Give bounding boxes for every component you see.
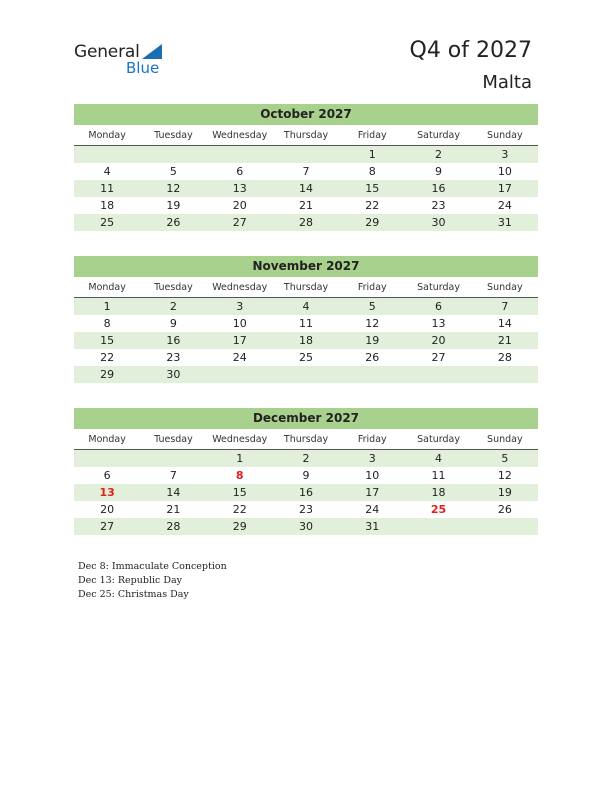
day-cell: 24 — [232, 351, 247, 364]
week-row — [74, 298, 538, 315]
week-row — [74, 146, 538, 163]
holiday-day-cell: 13 — [99, 486, 115, 499]
day-cell: 7 — [169, 469, 177, 482]
day-cell: 17 — [232, 334, 247, 347]
month-header: November 2027 — [74, 256, 538, 277]
day-cell: 28 — [497, 351, 512, 364]
logo-text-general: General — [74, 42, 140, 62]
weekday-label: Wednesday — [212, 130, 268, 141]
month-header: December 2027 — [74, 408, 538, 429]
weekday-label: Tuesday — [154, 130, 193, 141]
weekday-label: Friday — [357, 282, 387, 293]
day-cell: 2 — [435, 148, 443, 161]
week-row — [74, 467, 538, 484]
day-cell: 17 — [365, 486, 380, 499]
week-row — [74, 501, 538, 518]
day-cell: 23 — [431, 199, 446, 212]
day-cell: 28 — [298, 216, 313, 229]
month-header: October 2027 — [74, 104, 538, 125]
weekday-label: Thursday — [283, 130, 329, 141]
day-cell: 4 — [435, 452, 443, 465]
day-cell: 16 — [298, 486, 313, 499]
day-cell: 23 — [166, 351, 181, 364]
weekday-label: Saturday — [417, 434, 460, 445]
weekday-label: Friday — [357, 434, 387, 445]
day-cell: 16 — [166, 334, 181, 347]
day-cell: 22 — [232, 503, 247, 516]
day-cell: 31 — [497, 216, 512, 229]
weekday-header-row — [74, 431, 538, 450]
day-cell: 18 — [100, 199, 115, 212]
day-cell: 21 — [298, 199, 313, 212]
day-cell: 5 — [501, 452, 509, 465]
weekday-label: Monday — [88, 282, 126, 293]
holiday-day-cell: 25 — [430, 503, 447, 516]
holiday-day-cell: 8 — [235, 469, 244, 482]
day-cell: 12 — [166, 182, 181, 195]
day-cell: 17 — [497, 182, 512, 195]
day-cell: 19 — [497, 486, 512, 499]
day-cell: 23 — [298, 503, 313, 516]
day-cell: 2 — [169, 300, 177, 313]
day-cell: 1 — [103, 300, 111, 313]
day-cell: 20 — [232, 199, 247, 212]
week-row — [74, 450, 538, 467]
week-row — [74, 214, 538, 231]
day-cell: 13 — [232, 182, 247, 195]
day-cell: 26 — [166, 216, 181, 229]
holiday-note: Dec 13: Republic Day — [78, 575, 183, 586]
day-cell: 27 — [232, 216, 247, 229]
day-cell: 30 — [298, 520, 313, 533]
day-cell: 5 — [169, 165, 177, 178]
page-title: Q4 of 2027 — [409, 38, 532, 63]
weekday-label: Wednesday — [212, 434, 268, 445]
day-cell: 25 — [298, 351, 313, 364]
weekday-label: Tuesday — [154, 282, 193, 293]
day-cell: 10 — [365, 469, 380, 482]
day-cell: 22 — [365, 199, 380, 212]
day-cell: 30 — [166, 368, 181, 381]
day-cell: 4 — [302, 300, 310, 313]
weekday-label: Saturday — [417, 130, 460, 141]
weekday-label: Tuesday — [154, 434, 193, 445]
day-cell: 1 — [236, 452, 244, 465]
day-cell: 3 — [236, 300, 244, 313]
weekday-label: Saturday — [417, 282, 460, 293]
day-cell: 19 — [166, 199, 181, 212]
day-cell: 7 — [302, 165, 310, 178]
day-cell: 13 — [431, 317, 446, 330]
day-cell: 24 — [365, 503, 380, 516]
week-row — [74, 332, 538, 349]
weekday-label: Sunday — [487, 434, 523, 445]
day-cell: 2 — [302, 452, 310, 465]
logo-text-blue: Blue — [126, 59, 160, 77]
day-cell — [140, 450, 206, 467]
day-cell: 16 — [431, 182, 446, 195]
day-cell — [207, 146, 273, 163]
weekday-label: Friday — [357, 130, 387, 141]
day-cell — [472, 366, 538, 383]
day-cell: 12 — [365, 317, 380, 330]
day-cell: 14 — [166, 486, 181, 499]
day-cell: 8 — [103, 317, 111, 330]
day-cell — [74, 146, 140, 163]
weekday-label: Thursday — [283, 434, 329, 445]
day-cell: 21 — [497, 334, 512, 347]
day-cell: 31 — [365, 520, 380, 533]
week-row — [74, 484, 538, 501]
day-cell: 14 — [497, 317, 512, 330]
day-cell: 27 — [431, 351, 446, 364]
day-cell: 11 — [431, 469, 446, 482]
day-cell: 6 — [435, 300, 443, 313]
day-cell: 19 — [365, 334, 380, 347]
day-cell: 9 — [169, 317, 177, 330]
day-cell: 3 — [501, 148, 509, 161]
weekday-label: Monday — [88, 130, 126, 141]
day-cell: 11 — [298, 317, 313, 330]
day-cell: 21 — [166, 503, 181, 516]
day-cell: 15 — [365, 182, 380, 195]
weekday-header-row — [74, 127, 538, 146]
day-cell: 18 — [298, 334, 313, 347]
day-cell: 25 — [100, 216, 115, 229]
day-cell: 10 — [232, 317, 247, 330]
day-cell: 15 — [100, 334, 115, 347]
week-row — [74, 315, 538, 332]
month-calendar — [74, 408, 538, 535]
day-cell: 12 — [497, 469, 512, 482]
day-cell: 30 — [431, 216, 446, 229]
day-cell: 24 — [497, 199, 512, 212]
day-cell: 8 — [368, 165, 376, 178]
day-cell: 9 — [302, 469, 310, 482]
week-row — [74, 180, 538, 197]
month-calendar — [74, 104, 538, 231]
day-cell: 20 — [100, 503, 115, 516]
day-cell: 27 — [100, 520, 115, 533]
day-cell: 26 — [497, 503, 512, 516]
day-cell: 10 — [497, 165, 512, 178]
day-cell — [273, 146, 339, 163]
weekday-header-row — [74, 279, 538, 298]
weekday-label: Thursday — [283, 282, 329, 293]
day-cell — [339, 366, 405, 383]
weekday-label: Wednesday — [212, 282, 268, 293]
holiday-notes — [78, 560, 227, 602]
weekday-label: Monday — [88, 434, 126, 445]
week-row — [74, 349, 538, 366]
month-calendar — [74, 256, 538, 383]
day-cell: 7 — [501, 300, 509, 313]
holiday-note: Dec 25: Christmas Day — [78, 589, 189, 600]
generalblue-logo — [74, 42, 174, 78]
day-cell: 11 — [100, 182, 115, 195]
day-cell: 18 — [431, 486, 446, 499]
day-cell: 26 — [365, 351, 380, 364]
day-cell: 29 — [365, 216, 380, 229]
day-cell: 14 — [298, 182, 313, 195]
week-row — [74, 366, 538, 383]
day-cell — [405, 366, 471, 383]
holiday-note: Dec 8: Immaculate Conception — [78, 561, 227, 572]
day-cell — [74, 450, 140, 467]
day-cell: 28 — [166, 520, 181, 533]
week-row — [74, 163, 538, 180]
day-cell — [405, 518, 471, 535]
day-cell: 1 — [368, 148, 376, 161]
day-cell: 29 — [232, 520, 247, 533]
week-row — [74, 518, 538, 535]
weekday-label: Sunday — [487, 282, 523, 293]
day-cell — [273, 366, 339, 383]
day-cell: 9 — [435, 165, 443, 178]
day-cell — [140, 146, 206, 163]
day-cell: 6 — [103, 469, 111, 482]
day-cell: 20 — [431, 334, 446, 347]
day-cell — [472, 518, 538, 535]
country-name: Malta — [482, 72, 532, 93]
day-cell: 4 — [103, 165, 111, 178]
logo-triangle-icon — [142, 44, 162, 59]
weekday-label: Sunday — [487, 130, 523, 141]
day-cell: 22 — [100, 351, 115, 364]
day-cell: 3 — [368, 452, 376, 465]
day-cell: 15 — [232, 486, 247, 499]
day-cell: 6 — [236, 165, 244, 178]
day-cell: 5 — [368, 300, 376, 313]
day-cell: 29 — [100, 368, 115, 381]
day-cell — [207, 366, 273, 383]
week-row — [74, 197, 538, 214]
